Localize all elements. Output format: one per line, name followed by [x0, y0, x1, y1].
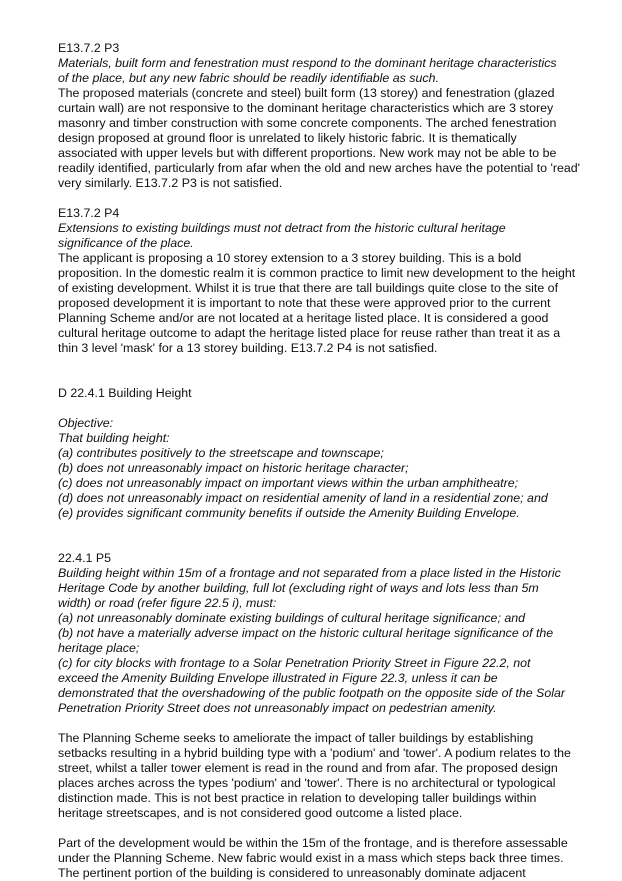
body-line: The pertinent portion of the building is considered to unreasonably dominate adjacent [58, 866, 526, 880]
criterion-line: significance of the place. [58, 236, 194, 250]
body-line: thin 3 level 'mask' for a 13 storey building. E13.7.2 P4 is not satisfied. [58, 341, 438, 355]
body-line: under the Planning Scheme. New fabric would exist in a mass which steps back three times. [58, 851, 564, 865]
objective-item: (c) does not unreasonably impact on important views within the urban amphitheatre; [58, 476, 519, 490]
body-line: setbacks resulting in a hybrid building type with a 'podium' and 'tower'. A podium relates to the [58, 746, 571, 760]
criterion-line: exceed the Amenity Building Envelope illustrated in Figure 22.3, unless it can be [58, 671, 498, 685]
section-heading: E13.7.2 P3 [58, 41, 120, 55]
body-line: heritage streetscapes, and is not considered good outcome a listed place. [58, 806, 463, 820]
body-line: The Planning Scheme seeks to ameliorate the impact of taller buildings by establishing [58, 731, 534, 745]
paragraph-frontage [58, 836, 592, 881]
body-line: proposition. In the domestic realm it is common practice to limit new development to the height [58, 266, 576, 280]
criterion-line: heritage place; [58, 641, 140, 655]
body-line: masonry and timber construction with some concrete components. The arched fenestration [58, 116, 557, 130]
section-heading: D 22.4.1 Building Height [58, 386, 192, 400]
body-line: readily identified, particularly from afar when the old and new arches have the potential to 'read' [58, 161, 580, 175]
objective-item: (d) does not unreasonably impact on residential amenity of land in a residential zone; and [58, 491, 548, 505]
section-heading: E13.7.2 P4 [58, 206, 120, 220]
objective-item: (e) provides significant community benefits if outside the Amenity Building Envelope. [58, 506, 520, 520]
criterion-line: Heritage Code by another building, full lot (excluding right of ways and lots less than 5m [58, 581, 539, 595]
criterion-line: Materials, built form and fenestration must respond to the dominant heritage characteristics [58, 56, 557, 70]
criterion-line: (c) for city blocks with frontage to a Solar Penetration Priority Street in Figure 22.2, not [58, 656, 531, 670]
section-heading: 22.4.1 P5 [58, 551, 112, 565]
objective-intro: That building height: [58, 431, 170, 445]
criterion-line: width) or road (refer figure 22.5 i), must: [58, 596, 277, 610]
section-building-height [58, 386, 592, 521]
body-line: of existing development. Whilst it is true that there are tall buildings quite close to the site of [58, 281, 559, 295]
section-e13-7-2-p4 [58, 206, 592, 356]
criterion-line: demonstrated that the overshadowing of the public footpath on the opposite side of the Solar [58, 686, 565, 700]
body-line: associated with upper levels but with different proportions. New work may not be able to be [58, 146, 557, 160]
body-line: The applicant is proposing a 10 storey extension to a 3 storey building. This is a bold [58, 251, 522, 265]
body-line: distinction made. This is not best practice in relation to developing taller buildings within [58, 791, 537, 805]
body-line: cultural heritage outcome to adapt the heritage listed place for reuse rather than treat it as a [58, 326, 561, 340]
criterion-line: (a) not unreasonably dominate existing buildings of cultural heritage significance; and [58, 611, 525, 625]
paragraph-podium-tower [58, 731, 592, 821]
criterion-line: of the place, but any new fabric should be readily identifiable as such. [58, 71, 439, 85]
body-line: very similarly. E13.7.2 P3 is not satisfied. [58, 176, 283, 190]
body-line: proposed development it is important to note that these were approved prior to the current [58, 296, 551, 310]
section-e13-7-2-p3 [58, 41, 592, 191]
body-line: The proposed materials (concrete and steel) built form (13 storey) and fenestration (glazed [58, 86, 555, 100]
objective-item: (a) contributes positively to the streetscape and townscape; [58, 446, 384, 460]
objective-item: (b) does not unreasonably impact on historic heritage character; [58, 461, 409, 475]
body-line: curtain wall) are not responsive to the dominant heritage characteristics which are 3 storey [58, 101, 554, 115]
objective-label: Objective: [58, 416, 114, 430]
body-line: Planning Scheme and/or are not located at a heritage listed place. It is considered a good [58, 311, 549, 325]
body-line: places arches across the types 'podium' and 'tower'. There is no architectural or typological [58, 776, 556, 790]
body-line: street, whilst a taller tower element is read in the round and from afar. The proposed design [58, 761, 558, 775]
body-line: Part of the development would be within the 15m of the frontage, and is therefore assessable [58, 836, 568, 850]
criterion-line: Extensions to existing buildings must not detract from the historic cultural heritage [58, 221, 506, 235]
criterion-line: Building height within 15m of a frontage and not separated from a place listed in the Historic [58, 566, 561, 580]
body-line: design proposed at ground floor is unrelated to likely historic fabric. It is thematically [58, 131, 517, 145]
criterion-line: (b) not have a materially adverse impact on the historic cultural heritage significance of the [58, 626, 554, 640]
section-22-4-1-p5 [58, 551, 592, 716]
criterion-line: Penetration Priority Street does not unreasonably impact on pedestrian amenity. [58, 701, 497, 715]
